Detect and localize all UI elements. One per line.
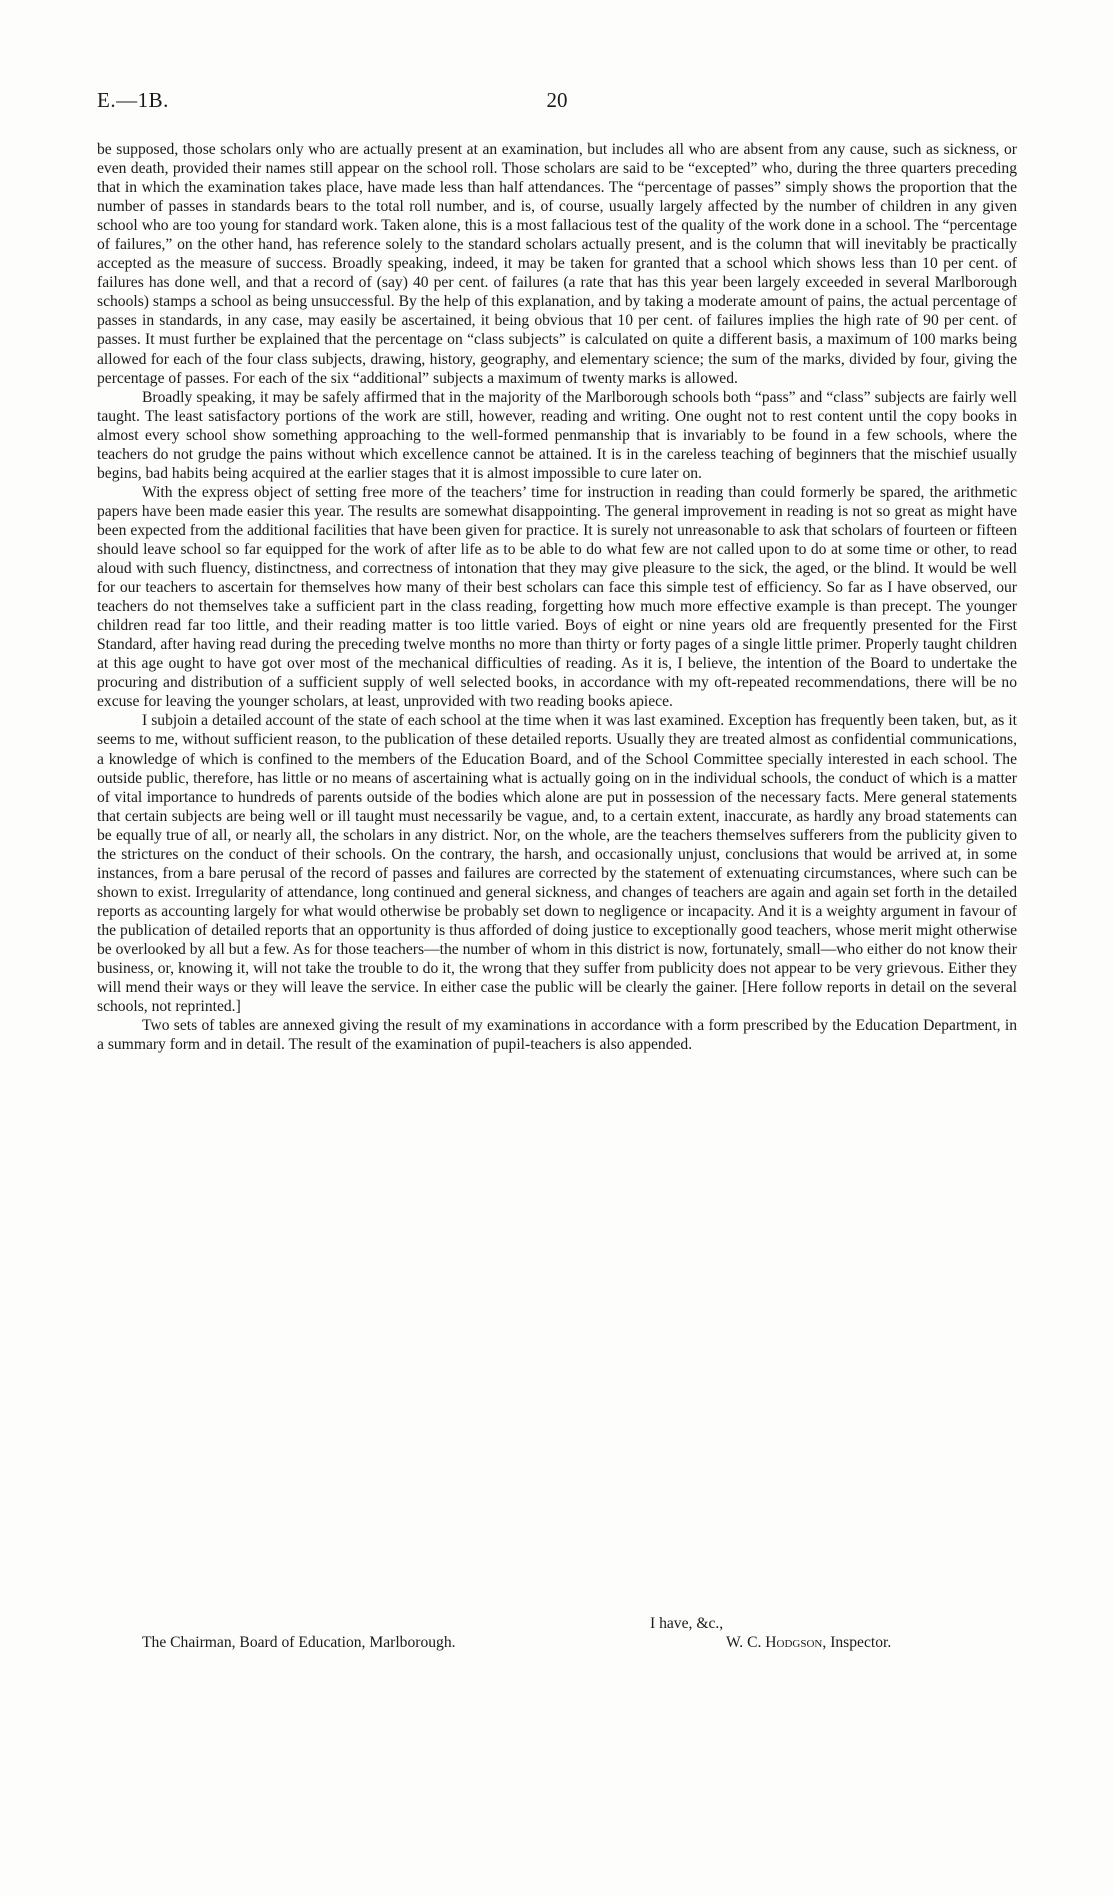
paragraph-teaching-quality: Broadly speaking, it may be safely affirmed that in the majority of the Marlborough schools both “pass” and “class” subjects are fairly well taught. The least satisfactory portions of the work are still, however, reading and writing. One ought not to rest content until the copy books in almost every school show something approaching to the well-formed penmanship that is invariably to be found in a few schools, where the teachers do not grudge the pains without which excellence cannot be attained. It is in the careless teaching of beginners that the mischief usually begins, bad habits being acquired at the earlier stages that it is almost impossible to cure later on. (97, 388, 1017, 482)
addressee: The Chairman, Board of Education, Marlborough. (142, 1634, 456, 1651)
page-header (97, 88, 1017, 118)
salutation: I have, &c., (650, 1615, 724, 1632)
signature-name: W. C. Hodgson (726, 1634, 823, 1651)
signature-title: , Inspector. (822, 1634, 892, 1651)
detailed-reports-text: I subjoin a detailed account of the state of each school at the time when it was last examined. Exception has frequently been taken, but, as it seems to me, without sufficient reason, to the publication of these detailed reports. Usually they are treated almost as confidential communications, a knowledge of which is confined to the members of the Education Board, and of the School Committee specially interested in each school. The outside public, therefore, has little or no means of ascertaining what is actually going on in the individual schools, the conduct of which is a matter of vital importance to hundreds of parents outside of the bodies which alone are put in possession of the necessary facts. Mere general statements that certain subjects are being well or ill taught must necessarily be vague, and, to a certain extent, inaccurate, as hardly any broad statements can be equally true of all, or nearly all, the scholars in any district. Nor, on the whole, are the teachers themselves sufferers from the publicity given to the strictures on the conduct of their schools. On the contrary, the harsh, and occasionally unjust, conclusions that would be arrived at, in some instances, from a bare perusal of the record of passes and failures are corrected by the statement of extenuating circumstances, where such can be shown to exist. Irregularity of attendance, long continued and general sickness, and changes of teachers are again and again set forth in the detailed reports as accounting largely for what would otherwise be probably set down to negligence or incapacity. And it is a weighty argument in favour of the publication of detailed reports that an opportunity is thus afforded of doing justice to exceptionally good teachers, whose merit might otherwise be overlooked by all but a few. As for those teachers—the number of whom in this district is now, fortunately, small—who either do not know their business, or, knowing it, will not take the trouble to do it, the wrong that they suffer from publicity does not appear to be very grievous. Either they will mend their ways or they will leave the service. In either case the public will be clearly the gainer. (97, 712, 1017, 997)
paragraph-detailed-reports (97, 711, 1017, 1016)
paragraph-reading: With the express object of setting free more of the teachers’ time for instruction in reading than could formerly be spared, the arithmetic papers have been made easier this year. The results are somewhat disappointing. The general improvement in reading is not so great as might have been expected from the additional facilities that have been given for practice. It is surely not unreasonable to ask that scholars of fourteen or fifteen should leave school so far equipped for the work of after life as to be able to do what few are not called upon to do at some time or other, to read aloud with such fluency, distinctness, and correctness of intonation that they may give pleasure to the sick, the aged, or the blind. It would be well for our teachers to ascertain for themselves how many of their best scholars can face this simple test of efficiency. So far as I have observed, our teachers do not themselves take a sufficient part in the class reading, forgetting how much more effective example is than precept. The younger children read far too little, and their reading matter is too little varied. Boys of eight or nine years old are frequently presented for the First Standard, after having read during the preceding twelve months no more than thirty or forty pages of a single little primer. Properly taught children at this age ought to have got over most of the mechanical difficulties of reading. As it is, I believe, the intention of the Board to undertake the procuring and distribution of a sufficient supply of well selected books, in accordance with my oft-repeated recommendations, there will be no excuse for leaving the younger scholars, at least, unprovided with two reading books apiece. (97, 483, 1017, 711)
report-body (97, 140, 1017, 1054)
signature (726, 1633, 891, 1652)
paragraph-percentages: be supposed, those scholars only who are actually present at an examination, but includes all who are absent from any cause, such as sickness, or even death, provided their names still appear on the school roll. Those scholars are said to be “excepted” who, during the three quarters preceding that in which the examination takes place, have made less than half attendances. The “percentage of passes” simply shows the proportion that the number of passes in standards bears to the total roll number, and is, of course, usually largely affected by the number of children in any given school who are too young for standard work. Taken alone, this is a most fallacious test of the quality of the work done in a school. The “percentage of failures,” on the other hand, has reference solely to the standard scholars actually present, and is the column that will inevitably be practically accepted as the measure of success. Broadly speaking, indeed, it may be taken for granted that a school which shows less than 10 per cent. of failures has done well, and that a record of (say) 40 per cent. of failures (a rate that has this year been largely exceeded in several Marlborough schools) stamps a school as being unsuccessful. By the help of this explanation, and by taking a moderate amount of pains, the actual percentage of passes in standards, in any case, may easily be ascertained, it being obvious that 10 per cent. of failures implies the high rate of 90 per cent. of passes. It must further be explained that the percentage on “class subjects” is calculated on quite a different basis, a maximum of 100 marks being allowed for each of the four class subjects, drawing, history, geography, and elementary science; the sum of the marks, divided by four, giving the percentage of passes. For each of the six “additional” subjects a maximum of twenty marks is allowed. (97, 141, 1017, 387)
paragraph-tables: Two sets of tables are annexed giving the result of my examinations in accordance with a form prescribed by the Education Department, in a summary form and in detail. The result of the examination of pupil-teachers is also appended. (97, 1017, 1017, 1054)
editorial-note: [Here follow reports in detail on the several schools, not reprinted.] (97, 979, 1017, 1016)
section-reference: E.—1B. (97, 88, 169, 112)
page-number: 20 (546, 88, 568, 112)
